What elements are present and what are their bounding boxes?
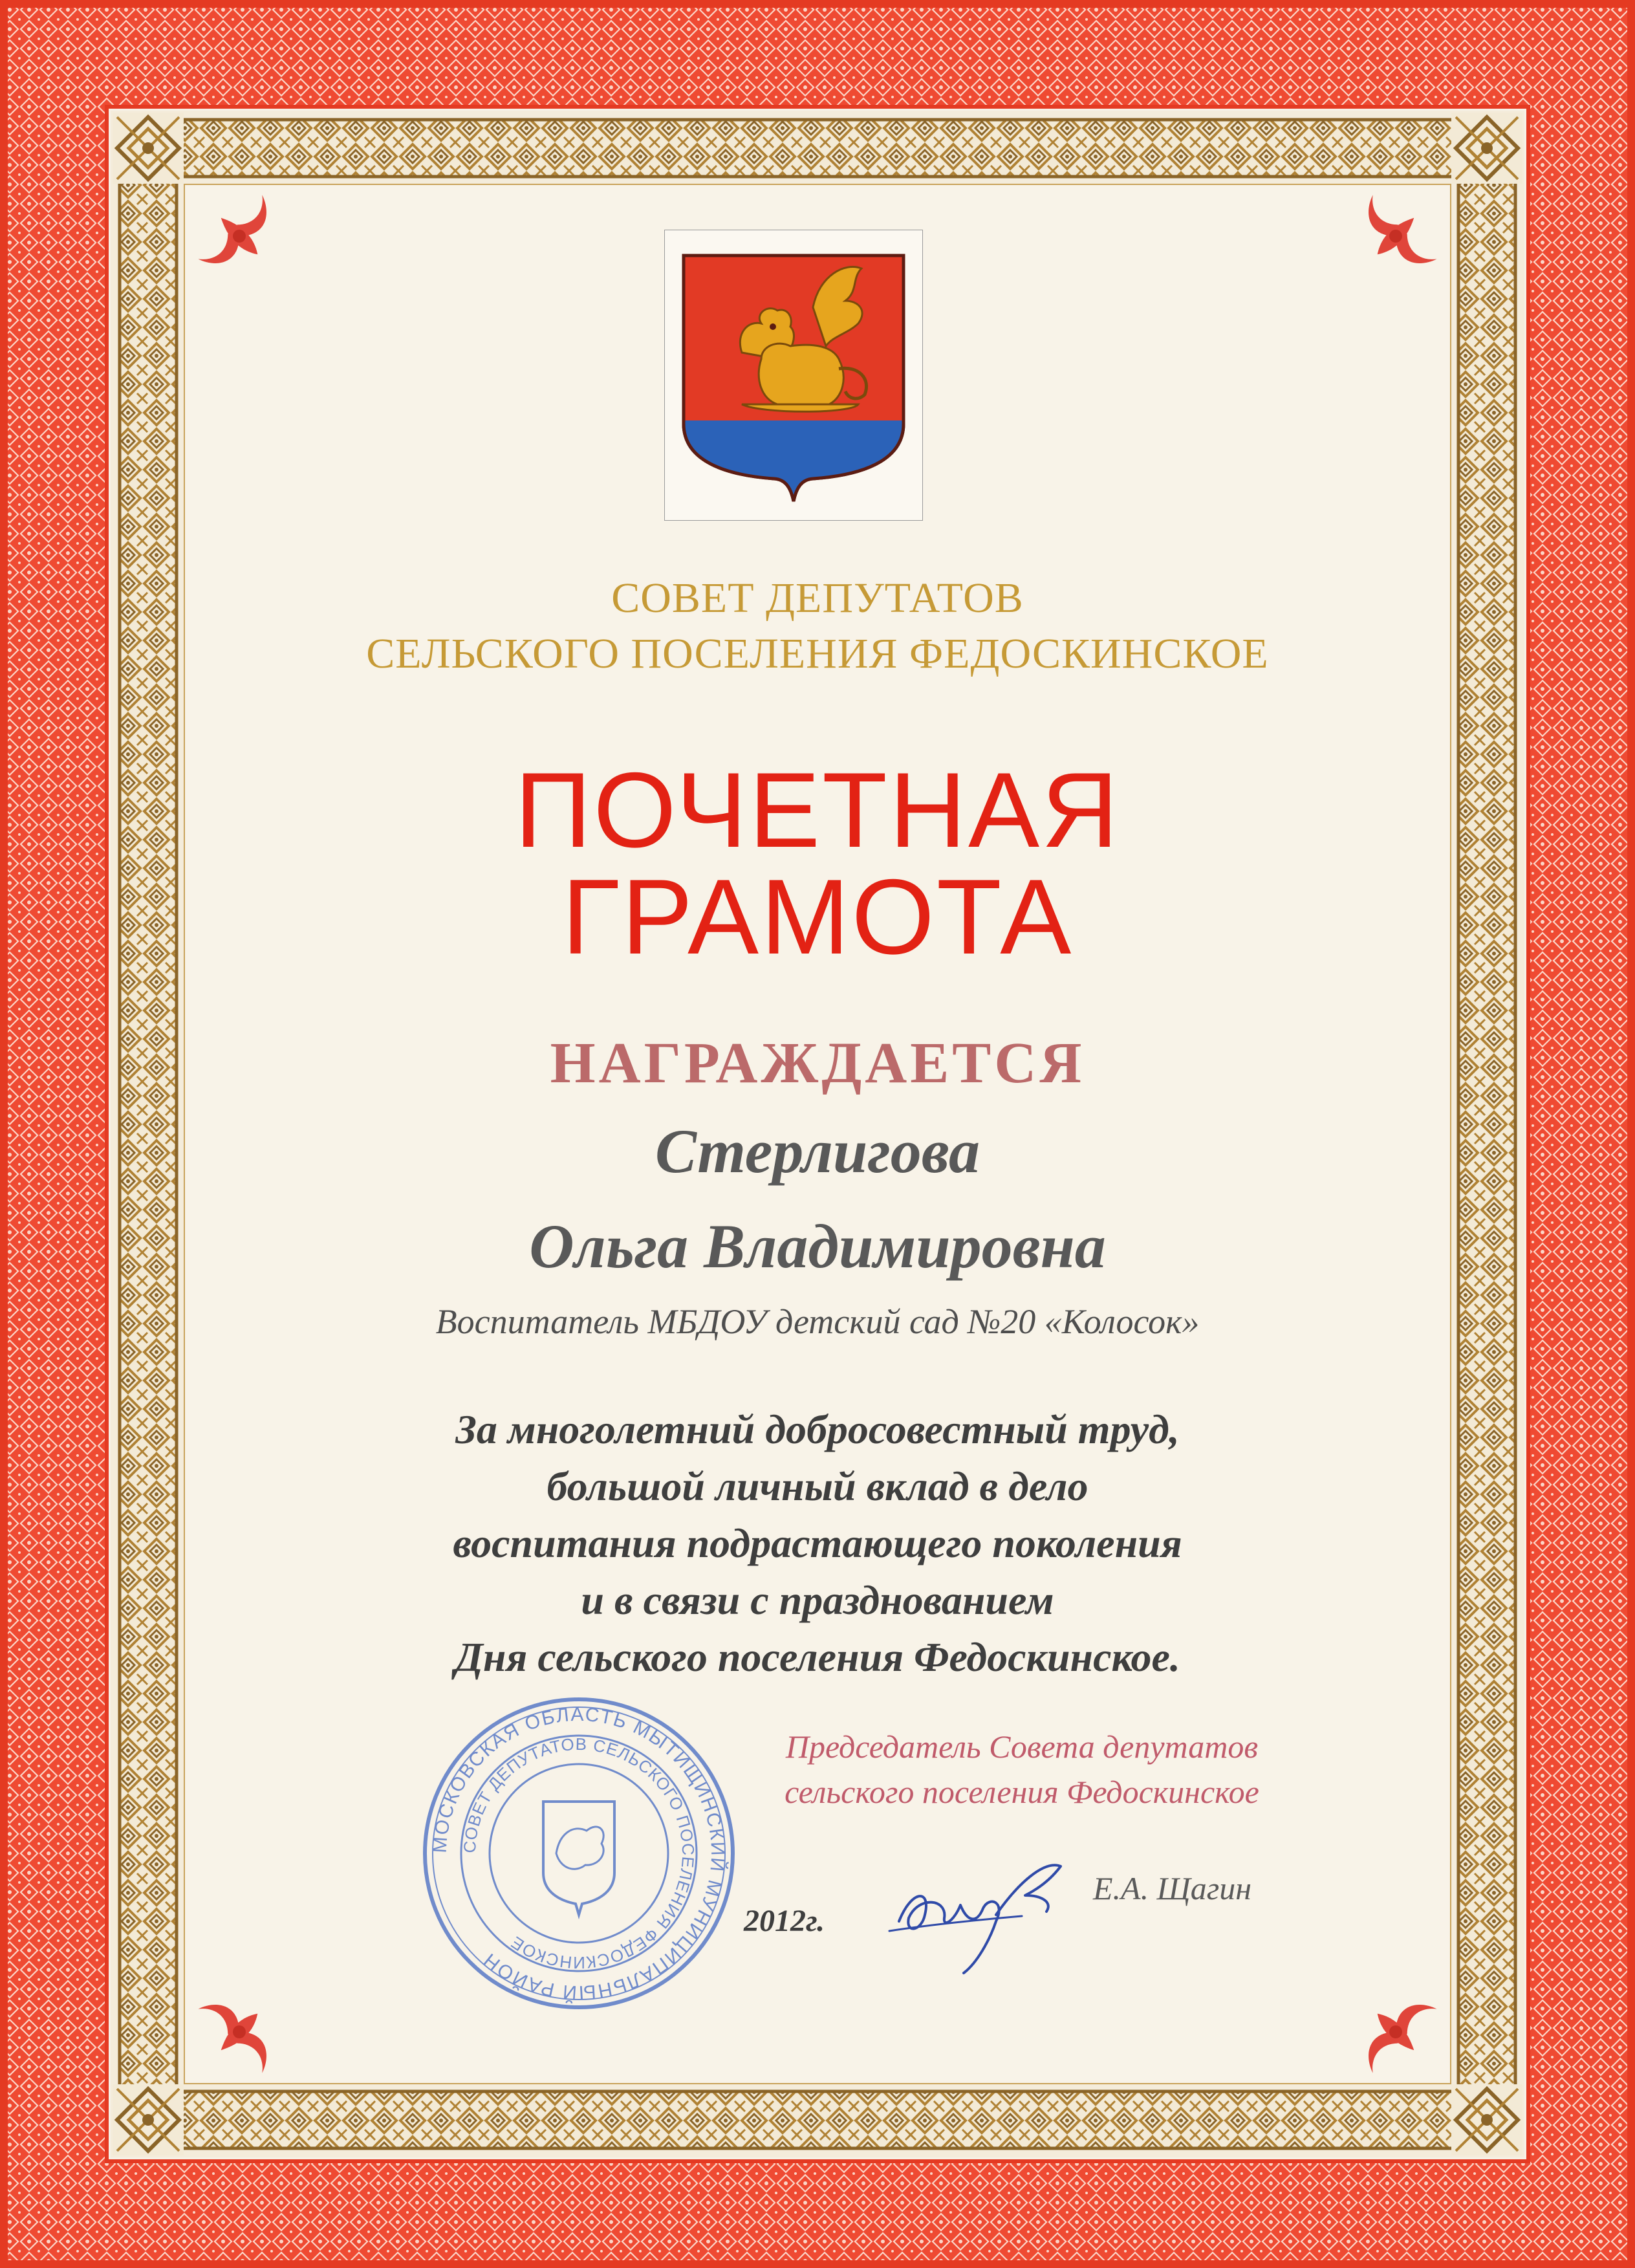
recipient-position: Воспитатель МБДОУ детский сад №20 «Колосок» [435, 1302, 1200, 1341]
council-name-line-1: СОВЕТ ДЕПУТАТОВ [611, 574, 1024, 622]
signer-name: Е.А. Щагин [1093, 1870, 1252, 1906]
award-reason-line: и в связи с празднованием [581, 1577, 1054, 1623]
stamp-outer-text: МОСКОВСКАЯ ОБЛАСТЬ МЫТИЩИНСКИЙ МУНИЦИПАЛЬНЫЙ РАЙОН [429, 1703, 729, 2003]
council-name-line-2: СЕЛЬСКОГО ПОСЕЛЕНИЯ ФЕДОСКИНСКОЕ [366, 630, 1269, 677]
awarded-heading: НАГРАЖДАЕТСЯ [550, 1031, 1085, 1095]
certificate-title-line-2: ГРАМОТА [561, 857, 1074, 976]
stamp-inner-text: СОВЕТ ДЕПУТАТОВ СЕЛЬСКОГО ПОСЕЛЕНИЯ ФЕДОСКИНСКОЕ [459, 1734, 698, 1973]
chairman-title [731, 1724, 1313, 1815]
chairman-title-line-1: Председатель Совета депутатов [785, 1728, 1259, 1765]
award-reason-line: Дня сельского поселения Федоскинское. [455, 1634, 1180, 1680]
award-reason-line: воспитания подрастающего поколения [453, 1520, 1182, 1566]
recipient-surname: Стерлигова [655, 1117, 980, 1186]
certificate-title-line-1: ПОЧЕТНАЯ [514, 750, 1121, 869]
award-reason-line: большой личный вклад в дело [547, 1463, 1088, 1509]
issue-year: 2012г. [744, 1904, 825, 1938]
handwritten-signature [886, 1844, 1093, 1979]
round-seal-icon [417, 1692, 741, 2015]
recipient-given-names: Ольга Владимировна [529, 1212, 1106, 1281]
chairman-title-line-2: сельского поселения Федоскинское [785, 1774, 1259, 1810]
award-reason-line: За многолетний добросовестный труд, [455, 1406, 1180, 1452]
griffin-coat-of-arms-icon [664, 230, 923, 521]
